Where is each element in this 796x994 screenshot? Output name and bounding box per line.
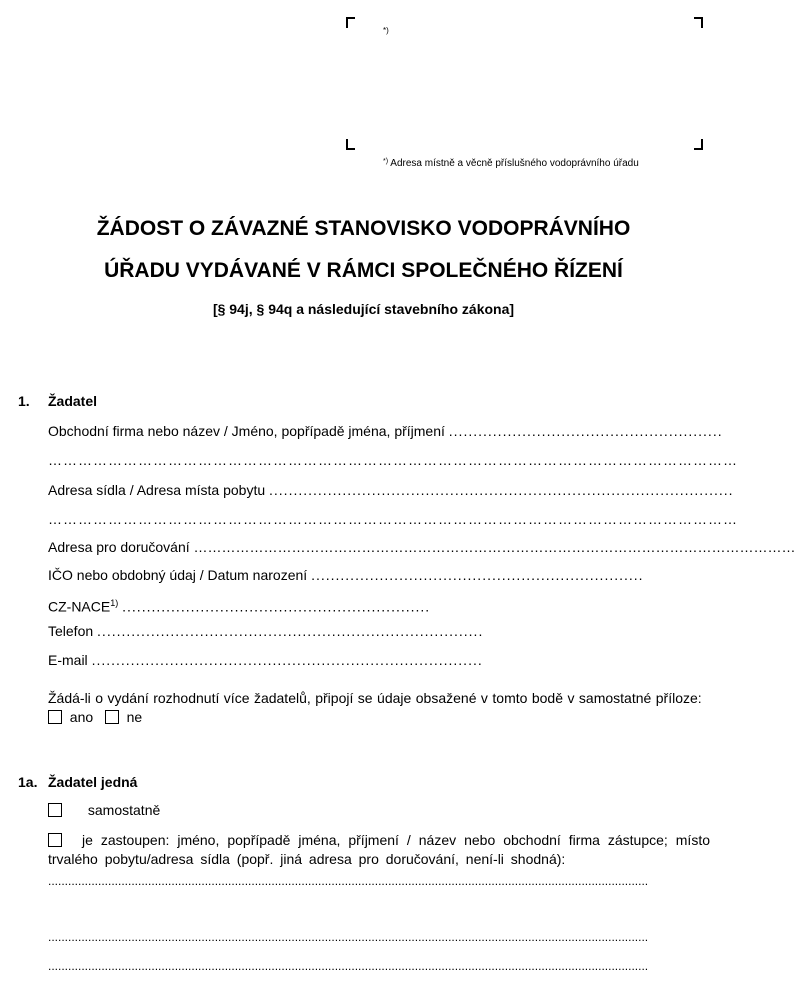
address-field-dots-line-2[interactable]: ………………………………………………………………………………………………………………………… [48, 511, 738, 527]
page-title-line-1: ŽÁDOST O ZÁVAZNÉ STANOVISKO VODOPRÁVNÍHO [96, 217, 631, 240]
name-field-label: Obchodní firma nebo název / Jméno, popřípadě jména, příjmení [48, 423, 445, 439]
delivery-field-dots: ………………………………………………………………………………………………………………… [193, 539, 796, 555]
email-field-dots: ................................................................................ [91, 652, 483, 668]
represented-paragraph [48, 831, 710, 869]
multiple-applicants-text: Žádá-li o vydání rozhodnutí více žadatelů, připojí se údaje obsažené v tomto bodě v samostatné příloze: [48, 690, 702, 706]
name-field-dots: ........................................................ [448, 423, 723, 439]
page-title-line-2: ÚŘADU VYDÁVANÉ V RÁMCI SPOLEČNÉHO ŘÍZENÍ [104, 259, 623, 282]
nace-field-label: CZ-NACE [48, 598, 111, 615]
address-footnote-text: Adresa místně a věcně příslušného vodoprávního úřadu [390, 158, 639, 169]
representative-dots-line-1[interactable]: .................................................................................................................................................................................... [48, 874, 649, 888]
no-label: ne [126, 709, 143, 725]
address-box-corner-bottom-left [346, 139, 355, 150]
address-box-corner-top-left [346, 17, 355, 28]
ico-field-label: IČO nebo obdobný údaj / Datum narození [48, 567, 308, 583]
address-box-corner-bottom-right [694, 139, 703, 150]
address-box-corner-top-right [694, 17, 703, 28]
delivery-field-label: Adresa pro doručování [48, 539, 190, 555]
phone-field-label: Telefon [48, 623, 94, 639]
representative-dots-line-3[interactable]: .................................................................................................................................................................................... [48, 959, 649, 973]
ico-field-row[interactable] [48, 566, 644, 584]
section-1-number: 1. [18, 393, 30, 409]
address-field-dots: ............................................................................................... [269, 482, 734, 498]
alone-label: samostatně [87, 802, 161, 818]
page-subtitle: [§ 94j, § 94q a následující stavebního zákona] [212, 301, 515, 317]
nace-footnote-marker: 1) [110, 598, 119, 608]
address-field-label: Adresa sídla / Adresa místa pobytu [48, 482, 266, 498]
name-field-row[interactable] [48, 422, 723, 440]
delivery-field-row[interactable] [48, 538, 796, 556]
represented-label: je zastoupen: jméno, popřípadě jména, příjmení / název nebo obchodní firma zástupce; místo trvalého pobytu/adresa sídla (popř. jiná adresa pro doručování, není-li shodná): [48, 832, 710, 867]
section-1a-heading: Žadatel jedná [48, 774, 138, 790]
address-field-row[interactable] [48, 481, 734, 499]
alone-checkbox[interactable] [48, 803, 62, 817]
nace-field-dots: ............................................................... [122, 598, 431, 615]
ico-field-dots: .................................................................... [311, 567, 644, 583]
multiple-applicants-paragraph [48, 689, 710, 727]
yes-checkbox[interactable] [48, 710, 62, 724]
section-1-heading: Žadatel [48, 393, 98, 409]
email-field-row[interactable] [48, 651, 483, 669]
name-field-dots-line-2[interactable]: ………………………………………………………………………………………………………………………… [48, 452, 738, 468]
represented-checkbox[interactable] [48, 833, 62, 847]
representative-dots-line-2[interactable]: .................................................................................................................................................................................... [48, 930, 649, 944]
nace-field-row[interactable] [48, 594, 431, 616]
yes-label: ano [69, 709, 94, 725]
phone-field-row[interactable] [48, 622, 484, 640]
no-checkbox[interactable] [105, 710, 119, 724]
address-footnote [383, 158, 639, 169]
phone-field-dots: ............................................................................... [97, 623, 484, 639]
address-box-marker: *) [383, 26, 389, 35]
email-field-label: E-mail [48, 652, 88, 668]
option-alone-row[interactable] [48, 801, 160, 819]
address-footnote-marker: *) [383, 158, 389, 165]
section-1a-number: 1a. [18, 774, 38, 790]
